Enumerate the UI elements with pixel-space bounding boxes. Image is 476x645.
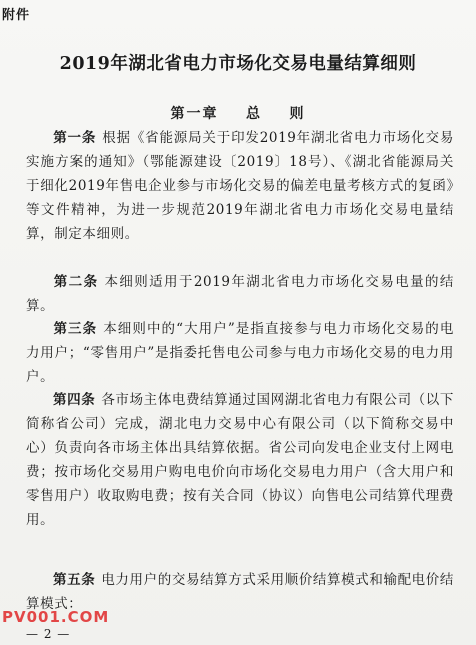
article-2: [26, 270, 454, 318]
site-watermark: PV001.COM: [2, 608, 110, 626]
page-number: — 2 —: [26, 627, 71, 641]
article-label: 第五条: [53, 572, 96, 588]
article-label: 第三条: [53, 321, 98, 337]
article-text: 根据《省能源局关于印发2019年湖北省电力市场化交易实施方案的通知》（鄂能源建设〔2019〕18号）、《湖北省能源局关于细化2019年售电企业参与市场化交易的偏差电量考核方式的复函》等文件精神，为进一步规范2019年湖北省电力市场化交易电量结算，制定本细则。: [26, 130, 454, 242]
article-label: 第四条: [53, 392, 96, 408]
article-text: 本细则适用于2019年湖北省电力市场化交易电量的结算。: [26, 274, 454, 314]
document-title: 2019年湖北省电力市场化交易电量结算细则: [59, 54, 417, 74]
article-text: 各市场主体电费结算通过国网湖北省电力有限公司（以下简称省公司）完成，湖北电力交易中心有限公司（以下简称交易中心）负责向各市场主体出具结算依据。省公司向发电企业支付上网电费；按市场化交易用户购电电价向市场化交易电力用户（含大用户和零售用户）收取购电费；按有关合同（协议）向售电公司结算代理费用。: [26, 392, 454, 528]
article-label: 第二条: [53, 274, 99, 290]
article-text: 本细则中的“大用户”是指直接参与电力市场化交易的电力用户；“零售用户”是指委托售电公司参与电力市场化交易的电力用户。: [26, 321, 454, 385]
chapter-heading: 第一章 总 则: [170, 106, 306, 122]
article-label: 第一条: [53, 130, 97, 146]
article-1: [26, 126, 454, 246]
article-3: [26, 317, 454, 389]
attachment-label: 附件: [2, 8, 31, 23]
article-4: [26, 388, 454, 532]
article-text: 电力用户的交易结算方式采用顺价结算模式和输配电价结算模式：: [26, 572, 454, 612]
